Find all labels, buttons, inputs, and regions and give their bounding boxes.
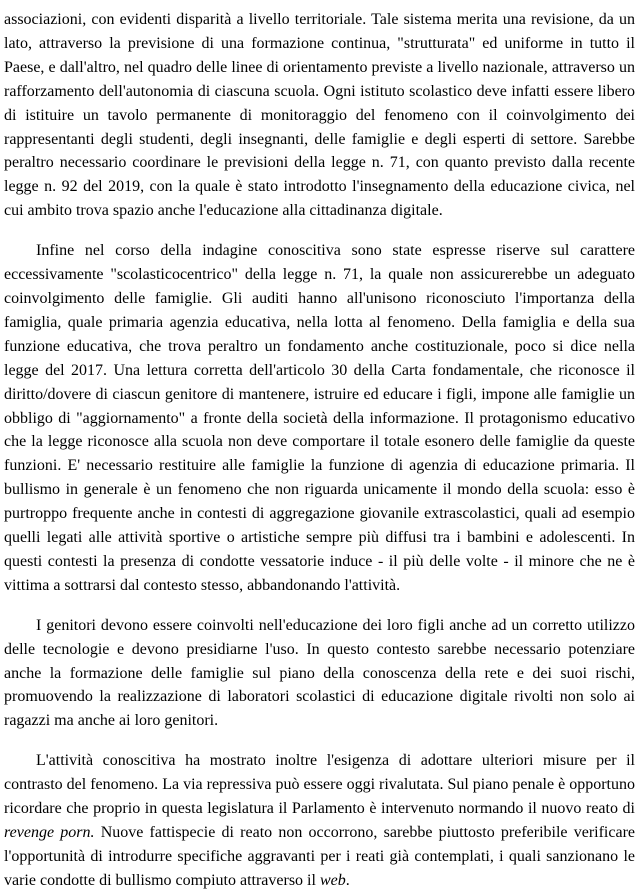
- paragraph-4-italic-term-revenge-porn: revenge porn.: [4, 824, 95, 841]
- paragraph-2: [4, 239, 635, 598]
- paragraph-4-text-a: L'attività conoscitiva ha mostrato inoltre l'esigenza di adottare ulteriori misure per il contrasto del fenomeno. La via repressiva può essere oggi rivalutata. Sul piano penale è opportuno ricordare che proprio in questa legislatura il Parlamento è intervenuto normando il nuovo reato di: [4, 752, 635, 818]
- paragraph-4-text-c: .: [345, 871, 350, 889]
- paragraph-1: [4, 8, 635, 223]
- paragraph-2-text: Infine nel corso della indagine conoscitiva sono state espresse riserve sul carattere eccessivamente "scolasticocentrico" della legge n. 71, la quale non assicurerebbe un adeguato coinvolgimento delle famiglie. Gli auditi hanno all'unisono riconosciuto l'importanza della famiglia, quale primaria agenzia educativa, nella lotta al fenomeno. Della famiglia e della sua funzione educativa, che trova peraltro un fondamento anche costituzionale, poco si dice nella legge del 2017. Una lettura corretta dell'articolo 30 della Carta fondamentale, che riconosce il diritto/dovere di ciascun genitore di mantenere, istruire ed educare i figli, impone alle famiglie un obbligo di "aggiornamento" a fronte della società della informazione. Il protagonismo educativo che la legge riconosce alla scuola non deve comportare il totale esonero delle famiglie da queste funzioni. E' necessario restituire alle famiglie la funzione di agenzia di educazione primaria. Il bullismo in generale è un fenomeno che non riguarda unicamente il mondo della scuola: esso è purtroppo frequente anche in contesti di aggregazione giovanile extrascolastici, quali ad esempio quelli legati alle attività sportive o artistiche sempre più diffusi tra i bambini e adolescenti. In questi contesti la presenza di condotte vessatorie induce - il più delle volte - il minore che ne è vittima a sottrarsi dal contesto stesso, abbandonando l'attività.: [4, 242, 635, 594]
- paragraph-4-italic-term-web: web: [319, 871, 346, 889]
- paragraph-4: [4, 749, 635, 892]
- paragraph-4-text-b: Nuove fattispecie di reato non occorrono, sarebbe piuttosto preferibile verificare l'opportunità di introdurre specifiche aggravanti per i reati già contemplati, i quali sanzionano le varie condotte di bullismo compiuto attraverso il: [4, 824, 636, 889]
- paragraph-3: [4, 614, 635, 734]
- paragraph-1-text: associazioni, con evidenti disparità a livello territoriale. Tale sistema merita una revisione, da un lato, attraverso la previsione di una formazione continua, "strutturata" ed uniforme in tutto il Paese, e dall'altro, nel quadro delle linee di orientamento previste a livello nazionale, attraverso un rafforzamento dell'autonomia di ciascuna scuola. Ogni istituto scolastico deve infatti essere libero di istituire un tavolo permanente di monitoraggio del fenomeno con il coinvolgimento dei rappresentanti degli studenti, degli insegnanti, delle famiglie e degli esperti di settore. Sarebbe peraltro necessario coordinare le previsioni della legge n. 71, con quanto previsto dalla recente legge n. 92 del 2019, con la quale è stato introdotto l'insegnamento della educazione civica, nel cui ambito trova spazio anche l'educazione alla cittadinanza digitale.: [4, 11, 635, 220]
- paragraph-3-text: I genitori devono essere coinvolti nell'educazione dei loro figli anche ad un corretto utilizzo delle tecnologie e devono presidiarne l'uso. In questo contesto sarebbe necessario potenziare anche la formazione delle famiglie sul piano della conoscenza della rete e dei suoi rischi, promuovendo la realizzazione di laboratori scolastici di educazione digitale rivolti non solo ai ragazzi ma anche ai loro genitori.: [4, 616, 635, 730]
